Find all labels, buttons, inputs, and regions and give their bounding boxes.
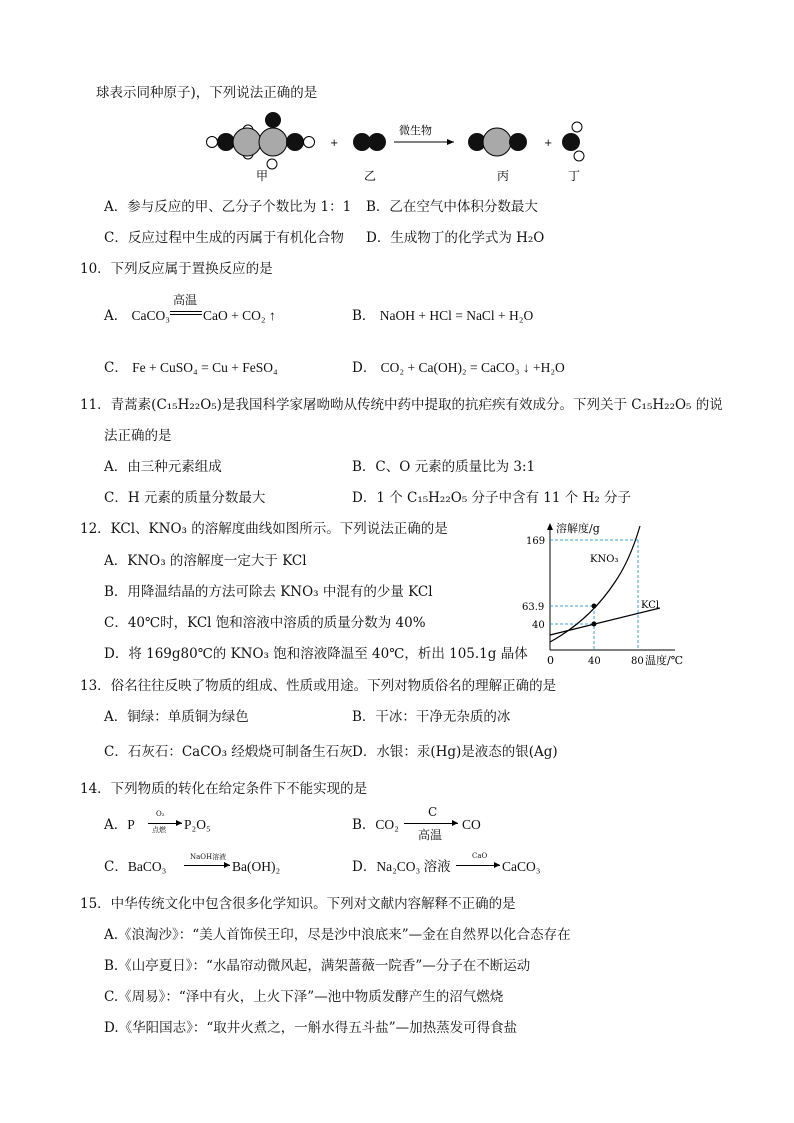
xtick-40: 40	[588, 656, 601, 667]
q9-option-a: A．参与反应的甲、乙分子个数比为 1：1	[104, 199, 352, 215]
q15-option-c: C.《周易》：“泽中有火，上火下泽”—池中物质发酵产生的沼气燃烧	[104, 989, 504, 1005]
q14-option-c: C．BaCO₃	[104, 859, 167, 875]
q14-d-product: CaCO₃	[502, 859, 541, 874]
q11-stem-line1: 11．青蒿素(C₁₅H₂₂O₅)是我国科学家屠呦呦从传统中药中提取的抗疟疾有效成分。下列关于 C₁₅H₂₂O₅ 的说	[80, 397, 723, 413]
q9-option-c: C．反应过程中生成的丙属于有机化合物	[104, 230, 344, 246]
q14-d-top: CaO	[472, 852, 488, 860]
q11-option-c: C．H 元素的质量分数最大	[104, 490, 266, 506]
q9-option-b: B．乙在空气中体积分数最大	[366, 199, 538, 215]
q12-option-c: C．40℃时，KCl 饱和溶液中溶质的质量分数为 40%	[104, 615, 426, 631]
q9-reaction-diagram	[0, 112, 794, 182]
q15-stem: 15．中华传统文化中包含很多化学知识。下列对文献内容解释不正确的是	[80, 896, 516, 912]
q10-option-b: B． NaOH + HCl = NaCl + H₂O	[352, 308, 534, 324]
x-axis-label: 温度/℃	[645, 654, 684, 667]
q14-b-arrowhead-icon	[452, 820, 458, 826]
molecule-ding	[562, 122, 584, 161]
q14-d-arrowhead-icon	[494, 862, 500, 868]
q12-option-d: D．将 169g80℃的 KNO₃ 饱和溶液降温至 40℃，析出 105.1g 晶体	[104, 646, 528, 662]
q14-b-arrow	[404, 823, 458, 824]
q15-option-b: B.《山亭夏日》：“水晶帘动微风起，满架蔷薇一院香”—分子在不断运动	[104, 958, 531, 974]
molecule-yi	[353, 133, 386, 151]
q15-option-a: A.《浪淘沙》：“美人首饰侯王印，尽是沙中浪底来”—金在自然界以化合态存在	[104, 927, 571, 943]
q9-option-d: D．生成物丁的化学式为 H₂O	[366, 230, 545, 246]
q14-b-bottom: 高温	[418, 828, 443, 842]
q14-b-product: CO	[462, 817, 481, 832]
q13-option-c: C．石灰石：CaCO₃ 经煅烧可制备生石灰	[104, 744, 353, 760]
ytick-63-9: 63.9	[522, 602, 545, 613]
xtick-80: 80	[631, 656, 644, 667]
origin-label: 0	[547, 654, 554, 667]
q14-c-arrowhead-icon	[224, 862, 230, 868]
ytick-40: 40	[532, 620, 545, 631]
series-label-kno3: KNO₃	[590, 554, 619, 565]
solubility-chart	[520, 520, 700, 670]
q15-option-d: D.《华阳国志》：“取井火煮之，一斛水得五斗盐”—加热蒸发可得食盐	[104, 1020, 518, 1036]
molecule-bing	[468, 128, 527, 156]
q14-stem: 14．下列物质的转化在给定条件下不能实现的是	[80, 781, 368, 797]
q11-option-b: B．C、O 元素的质量比为 3:1	[352, 459, 536, 475]
q11-stem-line2: 法正确的是	[104, 428, 172, 444]
point-kcl-40	[592, 622, 597, 627]
q14-c-top: NaOH溶液	[190, 853, 227, 861]
q14-a-bottom: 点燃	[152, 826, 166, 834]
molecule-jia	[207, 112, 315, 169]
q10-a-eq-bar-bottom	[170, 314, 202, 315]
plus-sign-2: +	[544, 138, 553, 149]
plus-sign-1: +	[330, 138, 339, 149]
q12-option-b: B．用降温结晶的方法可除去 KNO₃ 中混有的少量 KCl	[104, 584, 433, 600]
q10-a-condition: 高温	[173, 293, 198, 307]
q10-a-eq-bar-top	[170, 311, 202, 312]
q14-option-a: A．P	[104, 817, 135, 833]
q14-a-product: P₂O₅	[184, 817, 211, 832]
label-jia: 甲	[256, 169, 269, 182]
label-bing: 丙	[497, 169, 510, 182]
q13-option-b: B．干冰：干净无杂质的冰	[352, 709, 511, 725]
arrow-label: 微生物	[399, 124, 432, 137]
q14-option-b: B．CO₂	[352, 817, 399, 833]
q10-a-products: CaO + CO₂ ↑	[203, 308, 276, 323]
q13-stem: 13．俗名往往反映了物质的组成、性质或用途。下列对物质俗名的理解正确的是	[80, 678, 557, 694]
series-label-kcl: KCl	[641, 600, 660, 611]
q12-option-a: A．KNO₃ 的溶解度一定大于 KCl	[104, 553, 307, 569]
q9-stem-continuation: 球表示同种原子)，下列说法正确的是	[96, 85, 318, 101]
q12-stem: 12．KCl、KNO₃ 的溶解度曲线如图所示。下列说法正确的是	[80, 521, 448, 537]
q13-option-d: D．水银：汞(Hg)是液态的银(Ag)	[352, 744, 558, 760]
q14-b-top: C	[428, 805, 438, 819]
q14-c-product: Ba(OH)₂	[232, 859, 281, 874]
q10-stem: 10．下列反应属于置换反应的是	[80, 261, 273, 277]
label-ding: 丁	[568, 169, 581, 182]
q10-option-c: C． Fe + CuSO₄ = Cu + FeSO₄	[104, 360, 278, 376]
q10-option-d: D． CO₂ + Ca(OH)₂ = CaCO₃ ↓ +H₂O	[352, 360, 565, 376]
arrow-head-icon	[447, 139, 454, 145]
ytick-169: 169	[526, 536, 546, 547]
point-kno3-40	[592, 604, 597, 609]
y-axis-label: 溶解度/g	[556, 522, 600, 535]
q10-option-a: A． CaCO₃	[104, 308, 171, 324]
q11-option-a: A．由三种元素组成	[104, 459, 222, 475]
kcl-curve	[550, 608, 660, 635]
q14-a-top: O₂	[156, 810, 165, 818]
q14-a-arrowhead-icon	[176, 820, 182, 826]
q11-option-d: D．1 个 C₁₅H₂₂O₅ 分子中含有 11 个 H₂ 分子	[352, 490, 632, 506]
y-axis-arrow-icon	[547, 523, 553, 530]
q14-option-d: D．Na₂CO₃ 溶液	[352, 859, 451, 875]
label-yi: 乙	[364, 169, 377, 182]
q13-option-a: A．铜绿：单质铜为绿色	[104, 709, 249, 725]
